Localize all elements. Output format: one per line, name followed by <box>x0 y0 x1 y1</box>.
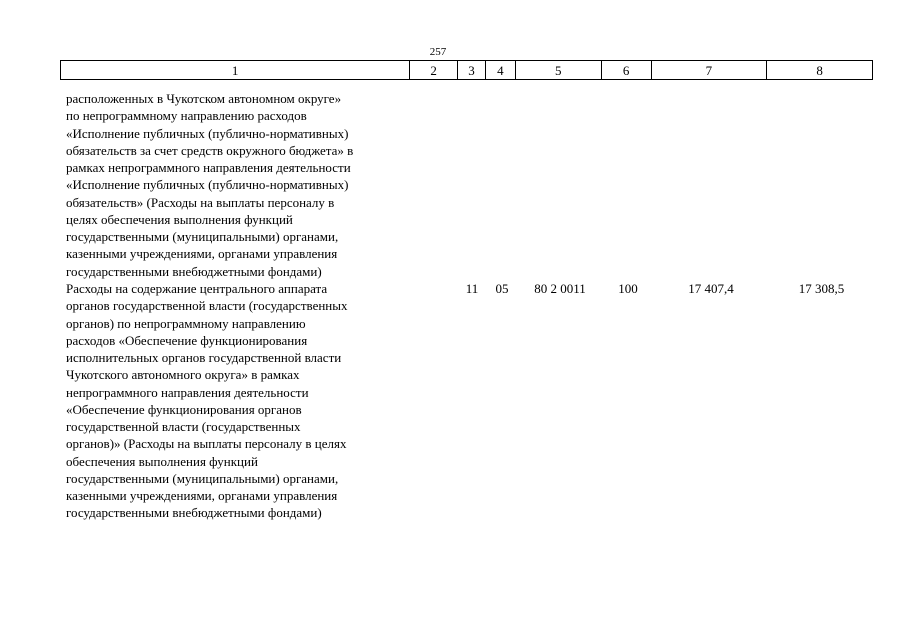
header-col-1: 1 <box>61 61 410 79</box>
description-line: обязательств за счет средств окружного бюджета» в <box>66 142 354 158</box>
description-line: по непрограммному направлению расходов <box>66 108 307 124</box>
header-col-7: 7 <box>652 61 768 79</box>
header-col-6: 6 <box>602 61 652 79</box>
row-2-col-8-value: 17 308,5 <box>798 281 845 296</box>
description-line: целях обеспечения выполнения функций <box>66 211 293 227</box>
header-col-5: 5 <box>516 61 602 79</box>
description-line: государственной власти (государственных <box>66 419 301 434</box>
row-2-col-7-value: 17 407,4 <box>688 281 734 296</box>
row-1-description <box>66 90 406 280</box>
description-line: органов) по непрограммному направлению <box>66 315 306 331</box>
description-line: государственными (муниципальными) органами, <box>66 470 339 486</box>
table-header-row <box>60 60 873 80</box>
row-2-description <box>66 280 406 522</box>
description-line: рамках непрограммного направления деятельности <box>66 160 351 175</box>
description-line: «Исполнение публичных (публично-нормативных) <box>66 177 349 193</box>
description-line: обеспечения выполнения функций <box>66 453 258 469</box>
description-line: обязательств» (Расходы на выплаты персоналу в <box>66 194 335 210</box>
header-col-3: 3 <box>458 61 486 79</box>
description-line: государственными внебюджетными фондами) <box>66 263 322 279</box>
description-line: расположенных в Чукотском автономном округе» <box>66 91 342 106</box>
description-line: Расходы на содержание центрального аппарата <box>66 281 328 296</box>
description-line: государственными (муниципальными) органами, <box>66 229 339 244</box>
description-line: органов государственной власти (государственных <box>66 298 348 314</box>
header-col-4: 4 <box>486 61 516 79</box>
row-2-col-6-value: 100 <box>618 281 638 296</box>
header-col-8: 8 <box>816 63 823 78</box>
row-2-col-3-value: 11 <box>465 281 479 296</box>
description-line: казенными учреждениями, органами управления <box>66 246 338 262</box>
description-line: органов)» (Расходы на выплаты персоналу в целях <box>66 436 347 452</box>
row-2-col-4-value: 05 <box>495 281 509 296</box>
description-line: государственными внебюджетными фондами) <box>66 505 322 521</box>
row-2-col-5-value: 80 2 0011 <box>534 281 586 296</box>
description-line: непрограммного направления деятельности <box>66 384 309 400</box>
page-number: 257 <box>429 46 447 58</box>
description-line: казенными учреждениями, органами управления <box>66 488 338 503</box>
description-line: «Исполнение публичных (публично-нормативных) <box>66 125 349 141</box>
header-col-2: 2 <box>410 61 458 79</box>
description-line: Чукотского автономного округа» в рамках <box>66 367 300 383</box>
description-line: «Обеспечение функционирования органов <box>66 401 302 417</box>
description-line: исполнительных органов государственной власти <box>66 350 342 365</box>
description-line: расходов «Обеспечение функционирования <box>66 332 308 348</box>
